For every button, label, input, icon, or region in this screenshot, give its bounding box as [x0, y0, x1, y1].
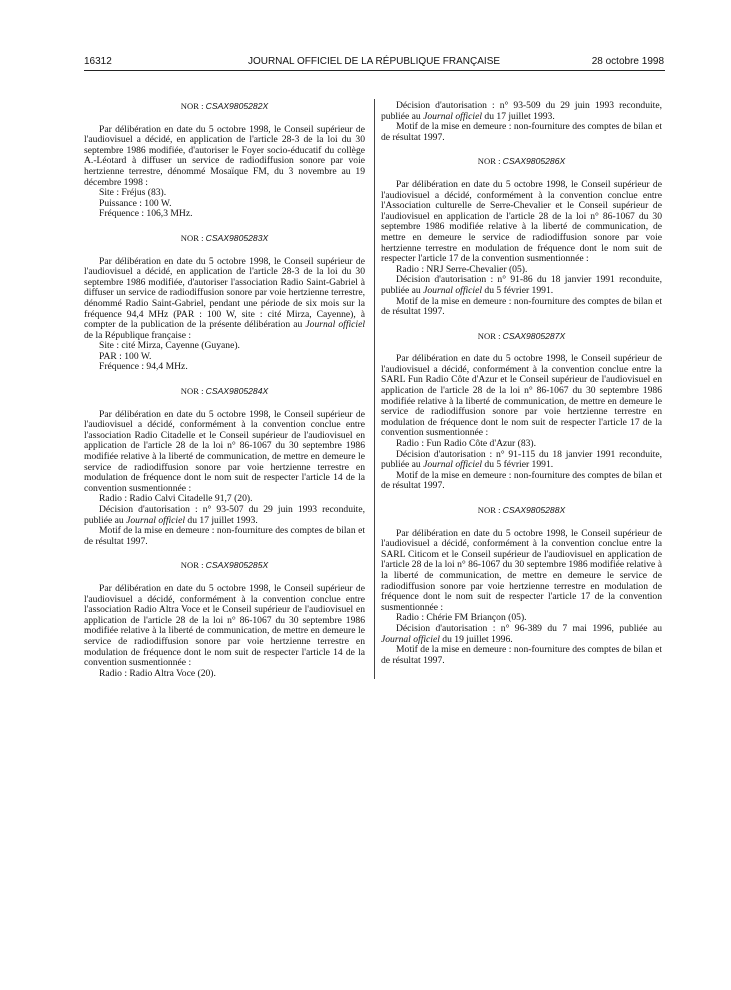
nor-reference	[84, 560, 365, 571]
deliberation-body: Par délibération en date du 5 octobre 1998, le Conseil supérieur de l'audiovisuel a décidé, conformément à la convention conclue entre la SARL Fun Radio Côte d'Azur et le Conseil supérieur de l'audiovisuel en application de l'article 28 de la loi n° 86-1067 du 30 septembre 1986 modifiée relative à la liberté de communication, de mettre en demeure le service de radiodiffusion sonore par voie hertzienne terrestre en modulation de fréquence dont le nom suit de respecter l'article 17 de la convention susmentionnée :	[381, 353, 662, 439]
decision-text: Décision d'autorisation : n° 93-507 du 29 juin 1993 reconduite, publiée au	[84, 504, 365, 526]
journal-title: JOURNAL OFFICIEL DE LA RÉPUBLIQUE FRANÇAISE	[247, 56, 501, 67]
nor-code: CSAX9805284X	[205, 386, 269, 397]
journal-reference: Journal officiel	[381, 633, 440, 645]
nor-code: CSAX9805283X	[205, 232, 269, 243]
radio-line: Radio : Radio Calvi Citadelle 91,7 (20).	[99, 493, 253, 505]
frequency-line: Fréquence : 94,4 MHz.	[99, 361, 188, 373]
motif-line: Motif de la mise en demeure : non-fourniture des comptes de bilan et de résultat 1997.	[381, 121, 662, 143]
deliberation-section	[84, 386, 365, 547]
radio-line: Radio : Radio Altra Voce (20).	[99, 667, 216, 679]
frequency-line: Fréquence : 106,3 MHz.	[99, 208, 193, 220]
deliberation-body: Par délibération en date du 5 octobre 1998, le Conseil supérieur de l'audiovisuel a décidé, en application de l'article 28-3 de la loi du 30 septembre 1986 modifiée, d'autoriser le Foyer socio-éducatif du collège A.-Léotard à diffuser un service de radiodiffusion sonore par voie hertzienne terrestre, dénommé Mosaïque FM, du 3 novembre au 19 décembre 1998 :	[84, 123, 365, 188]
nor-reference	[381, 505, 662, 516]
nor-label: NOR :	[477, 156, 501, 167]
deliberation-body: Par délibération en date du 5 octobre 1998, le Conseil supérieur de l'audiovisuel a décidé, conformément à la convention conclue entre l'association Radio Altra Voce et le Conseil supérieur de l'audiovisuel en application de l'article 28 de la loi n° 86-1067 du 30 septembre 1986 modifiée relative à la liberté de communication, de mettre en demeure le service de radiodiffusion sonore par voie hertzienne terrestre en modulation de fréquence dont le nom suit de respecter l'article 14 de la convention susmentionnée :	[84, 582, 365, 669]
nor-code: CSAX9805282X	[205, 101, 269, 111]
journal-reference: Journal officiel	[423, 284, 482, 296]
journal-reference: Journal officiel	[423, 110, 482, 122]
nor-code: CSAX9805287X	[502, 330, 566, 341]
journal-reference: Journal officiel	[305, 319, 366, 331]
deliberation-section	[381, 331, 662, 492]
decision-date: du 5 février 1991.	[484, 459, 554, 471]
decision-date: du 17 juillet 1993.	[187, 514, 258, 526]
site-line: Site : Fréjus (83).	[99, 187, 167, 199]
nor-reference	[381, 156, 662, 167]
radio-line: Radio : Chérie FM Briançon (05).	[396, 612, 527, 624]
deliberation-body	[84, 257, 365, 342]
power-line: Puissance : 100 W.	[99, 197, 172, 209]
motif-line: Motif de la mise en demeure : non-fourniture des comptes de bilan et de résultat 1997.	[381, 469, 662, 492]
site-line: Site : cité Mirza, Cayenne (Guyane).	[99, 340, 240, 352]
decision-line	[381, 275, 662, 296]
deliberation-body: Par délibération en date du 5 octobre 1998, le Conseil supérieur de l'audiovisuel a décidé, conformément à la convention conclue entre l'Association culturelle de Serre-Chevalier et le Conseil supérieur de l'audiovisuel en application de l'article 28 de la loi n° 86-1067 du 30 septembre 1986 modifiée relative à la liberté de communication, de mettre en demeure le service de radiodiffusion sonore par voie hertzienne terrestre en modulation de fréquence dont le nom suit de respecter l'article 17 de la convention susmentionnée :	[381, 178, 662, 265]
decision-text: Décision d'autorisation : n° 96-389 du 7 mai 1996, publiée au	[396, 622, 662, 634]
body-text-end: de la République française :	[84, 329, 192, 341]
nor-reference	[381, 331, 662, 342]
motif-line: Motif de la mise en demeure : non-fourniture des comptes de bilan et de résultat 1997.	[381, 644, 662, 666]
column-divider	[374, 99, 375, 679]
decision-date: du 5 février 1991.	[484, 284, 554, 296]
nor-label: NOR :	[180, 101, 204, 111]
nor-reference	[84, 233, 365, 244]
motif-line: Motif de la mise en demeure : non-fourniture des comptes de bilan et de résultat 1997.	[381, 295, 662, 318]
deliberation-section	[84, 560, 365, 679]
deliberation-section	[84, 233, 365, 373]
decision-date: du 17 juillet 1993.	[484, 110, 555, 122]
nor-reference	[84, 101, 365, 112]
nor-label: NOR :	[477, 330, 501, 341]
nor-code: CSAX9805286X	[502, 156, 566, 167]
nor-code: CSAX9805288X	[502, 505, 566, 515]
decision-text: Décision d'autorisation : n° 93-509 du 29 juin 1993 reconduite, publiée au	[381, 100, 662, 122]
page-number: 16312	[84, 56, 112, 67]
decision-line	[381, 101, 662, 122]
par-line: PAR : 100 W.	[99, 350, 152, 362]
nor-label: NOR :	[180, 232, 204, 243]
deliberation-section	[381, 156, 662, 317]
decision-date: du 19 juillet 1996.	[442, 633, 513, 645]
deliberation-section	[84, 101, 365, 220]
motif-line: Motif de la mise en demeure : non-fourniture des comptes de bilan et de résultat 1997.	[84, 525, 365, 547]
nor-reference	[84, 386, 365, 397]
decision-line	[84, 505, 365, 526]
nor-code: CSAX9805285X	[205, 560, 269, 571]
decision-line	[381, 624, 662, 645]
left-column	[84, 101, 365, 692]
decision-line	[381, 450, 662, 471]
nor-label: NOR :	[180, 560, 204, 571]
right-column	[381, 101, 662, 679]
deliberation-body: Par délibération en date du 5 octobre 1998, le Conseil supérieur de l'audiovisuel a décidé, conformément à la convention conclue entre l'association Radio Citadelle et le Conseil supérieur de l'audiovisuel en application de l'article 28 de la loi n° 86-1067 du 30 septembre 1986 modifiée relative à la liberté de communication, de mettre en demeure le service de radiodiffusion sonore par voie hertzienne terrestre en modulation de fréquence dont le nom suit de respecter l'article 14 de la convention susmentionnée :	[84, 408, 365, 494]
radio-line: Radio : Fun Radio Côte d'Azur (83).	[396, 438, 537, 450]
nor-label: NOR :	[180, 386, 204, 397]
decision-text: Décision d'autorisation : n° 91-115 du 18 janvier 1991 reconduite, publiée au	[381, 448, 662, 471]
decision-text: Décision d'autorisation : n° 91-86 du 18 janvier 1991 reconduite, publiée au	[381, 274, 662, 296]
header-rule	[84, 70, 665, 71]
radio-line: Radio : NRJ Serre-Chevalier (05).	[396, 263, 528, 275]
journal-reference: Journal officiel	[423, 459, 482, 471]
deliberation-body: Par délibération en date du 5 octobre 1998, le Conseil supérieur de l'audiovisuel a décidé, conformément à la convention conclue entre la SARL Citicom et le Conseil supérieur de l'audiovisuel en application de l'article 28 de la loi n° 86-1067 du 30 septembre 1986 modifiée relative à la liberté de communication, de mettre en demeure le service de radiodiffusion sonore par voie hertzienne terrestre en modulation de fréquence dont le nom suit de respecter l'article 17 de la convention susmentionnée :	[381, 527, 662, 613]
issue-date: 28 octobre 1998	[591, 56, 664, 67]
body-text: Par délibération en date du 5 octobre 1998, le Conseil supérieur de l'audiovisuel a décidé, en application de l'article 28-3 de la loi du 30 septembre 1986 modifiée, d'autoriser l'association Radio Saint-Gabriel à diffuser un service de radiodiffusion sonore par voie hertzienne terrestre, dénommé Radio Saint-Gabriel, pendant une période de six mois sur la fréquence 94,4 MHz (PAR : 100 W, site : cité Mirza, Cayenne), à compter de la publication de la présente délibération au	[84, 255, 365, 331]
nor-label: NOR :	[477, 505, 501, 515]
continued-section	[381, 101, 662, 143]
journal-reference: Journal officiel	[126, 514, 185, 526]
deliberation-section	[381, 505, 662, 666]
